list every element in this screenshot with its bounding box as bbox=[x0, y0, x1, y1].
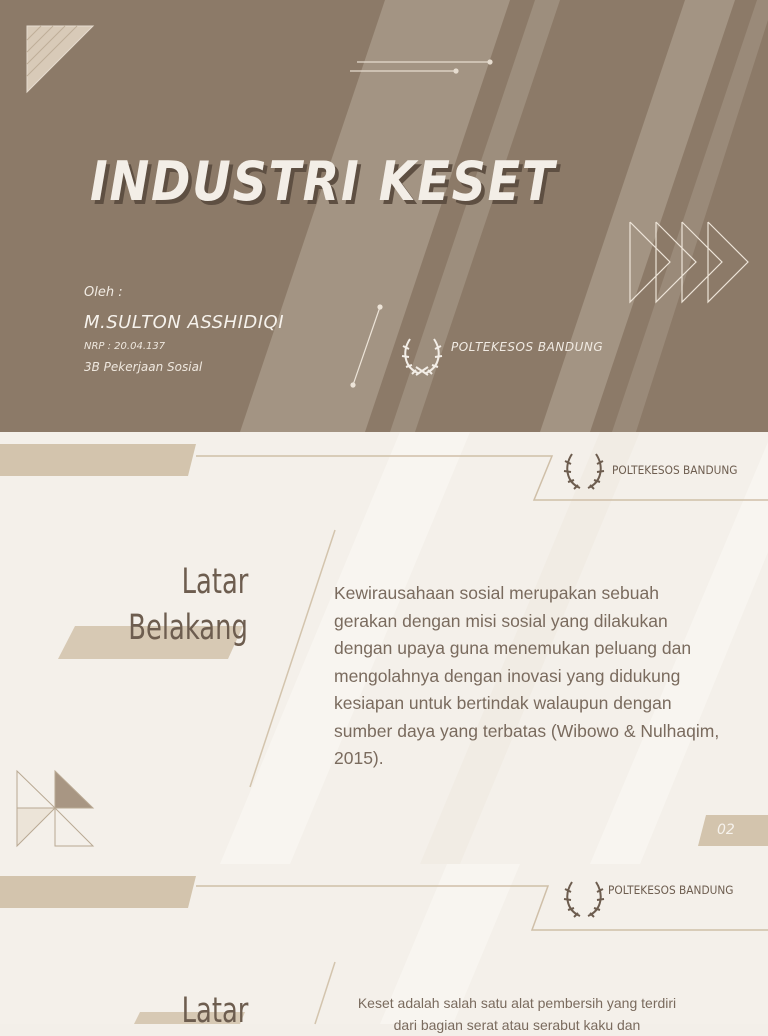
body-paragraph: Keset adalah salah satu alat pembersih yang terdiri dari bagian serat atau serabut kaku dan bbox=[357, 995, 677, 1033]
author-name: M.SULTON ASSHIDIQI bbox=[84, 312, 285, 333]
section-heading-line1: Latar bbox=[181, 991, 248, 1031]
accent-band bbox=[0, 444, 196, 476]
institution-name: POLTEKESOS BANDUNG bbox=[612, 463, 738, 477]
body-paragraph: Kewirausahaan sosial merupakan sebuah gerakan dengan misi sosial yang dilakukan dengan upaya guna menemukan peluang dan mengolahnya dengan inovasi yang didukung kesiapan untuk bertindak walaupun dengan sumber daya yang terbatas (Wibowo & Nulhaqim, 2015). bbox=[334, 583, 720, 768]
institution-name: POLTEKESOS BANDUNG bbox=[451, 340, 604, 354]
triangle-grid-icon bbox=[17, 771, 93, 846]
section-heading-line1: Latar bbox=[181, 562, 248, 602]
by-label: Oleh : bbox=[84, 285, 123, 300]
institution-name: POLTEKESOS BANDUNG bbox=[608, 883, 734, 897]
laurel-logo-icon bbox=[564, 882, 604, 917]
title-slide bbox=[0, 0, 768, 432]
divider-line bbox=[315, 962, 335, 1024]
accent-band bbox=[0, 876, 196, 908]
section-heading-line2: Belakang bbox=[128, 608, 248, 648]
presentation-title: INDUSTRI KESET bbox=[90, 150, 556, 213]
triangle-ornament-icon bbox=[27, 26, 93, 92]
student-id: NRP : 20.04.137 bbox=[84, 341, 166, 352]
page-number: 02 bbox=[717, 822, 735, 838]
class-label: 3B Pekerjaan Sosial bbox=[84, 360, 203, 374]
